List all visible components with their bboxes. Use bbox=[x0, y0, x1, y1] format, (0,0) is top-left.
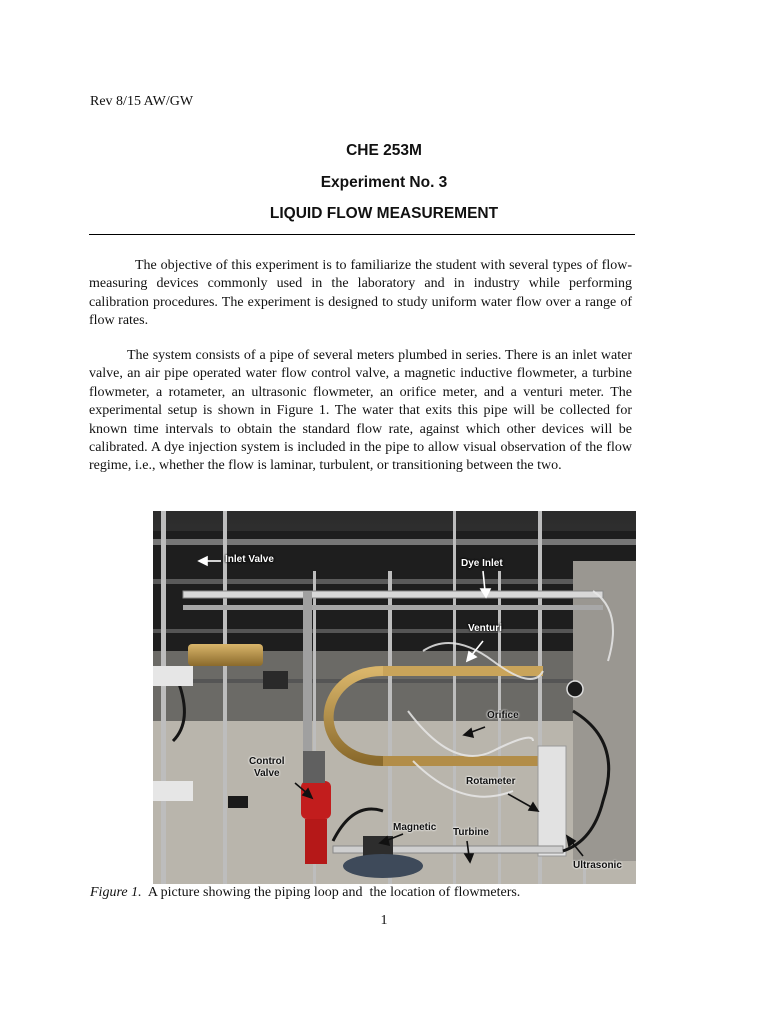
label-rotameter: Rotameter bbox=[466, 776, 516, 787]
page-number: 1 bbox=[380, 913, 388, 928]
figure-caption-text: A picture showing the piping loop and the location of flowmeters. bbox=[141, 885, 521, 900]
system-paragraph: The system consists of a pipe of several meters plumbed in series. There is an inlet water valve, an air pipe operated water flow control valve, a magnetic inductive flowmeter, a turbine flowmeter, a rotameter, an ultrasonic flowmeter, an orifice meter, and a venturi meter. The experimental setup is shown in Figure 1. The water that exits this pipe will be collected for known time intervals to obtain the standard flow rate, against which other devices will be calibrated. A dye injection system is included in the pipe to allow visual observation of the flow regime, i.e., whether the flow is laminar, turbulent, or transitioning between the two. bbox=[89, 348, 632, 474]
figure-caption-label: Figure 1. bbox=[90, 885, 142, 900]
title-divider bbox=[89, 234, 635, 235]
course-title: CHE 253M bbox=[346, 142, 422, 159]
label-turbine: Turbine bbox=[453, 827, 489, 838]
label-inlet-valve: Inlet Valve bbox=[225, 554, 274, 565]
objective-paragraph: The objective of this experiment is to familiarize the student with several types of flow-measuring devices commonly used in the laboratory and in industry while performing calibration procedures. The experiment is designed to study uniform water flow over a range of flow rates. bbox=[89, 258, 632, 329]
revision-note: Rev 8/15 AW/GW bbox=[90, 94, 194, 109]
label-orifice: Orifice bbox=[487, 710, 519, 721]
label-dye-inlet: Dye Inlet bbox=[461, 558, 503, 569]
figure-1-photo bbox=[153, 511, 636, 884]
figure-caption bbox=[90, 885, 520, 901]
experiment-topic: LIQUID FLOW MEASUREMENT bbox=[269, 205, 499, 222]
label-control-valve-line1: Control bbox=[249, 756, 285, 767]
label-venturi: Venturi bbox=[468, 623, 502, 634]
label-control-valve-line2: Valve bbox=[254, 768, 280, 779]
label-ultrasonic: Ultrasonic bbox=[573, 860, 622, 871]
label-magnetic: Magnetic bbox=[393, 822, 437, 833]
experiment-number: Experiment No. 3 bbox=[320, 174, 448, 191]
